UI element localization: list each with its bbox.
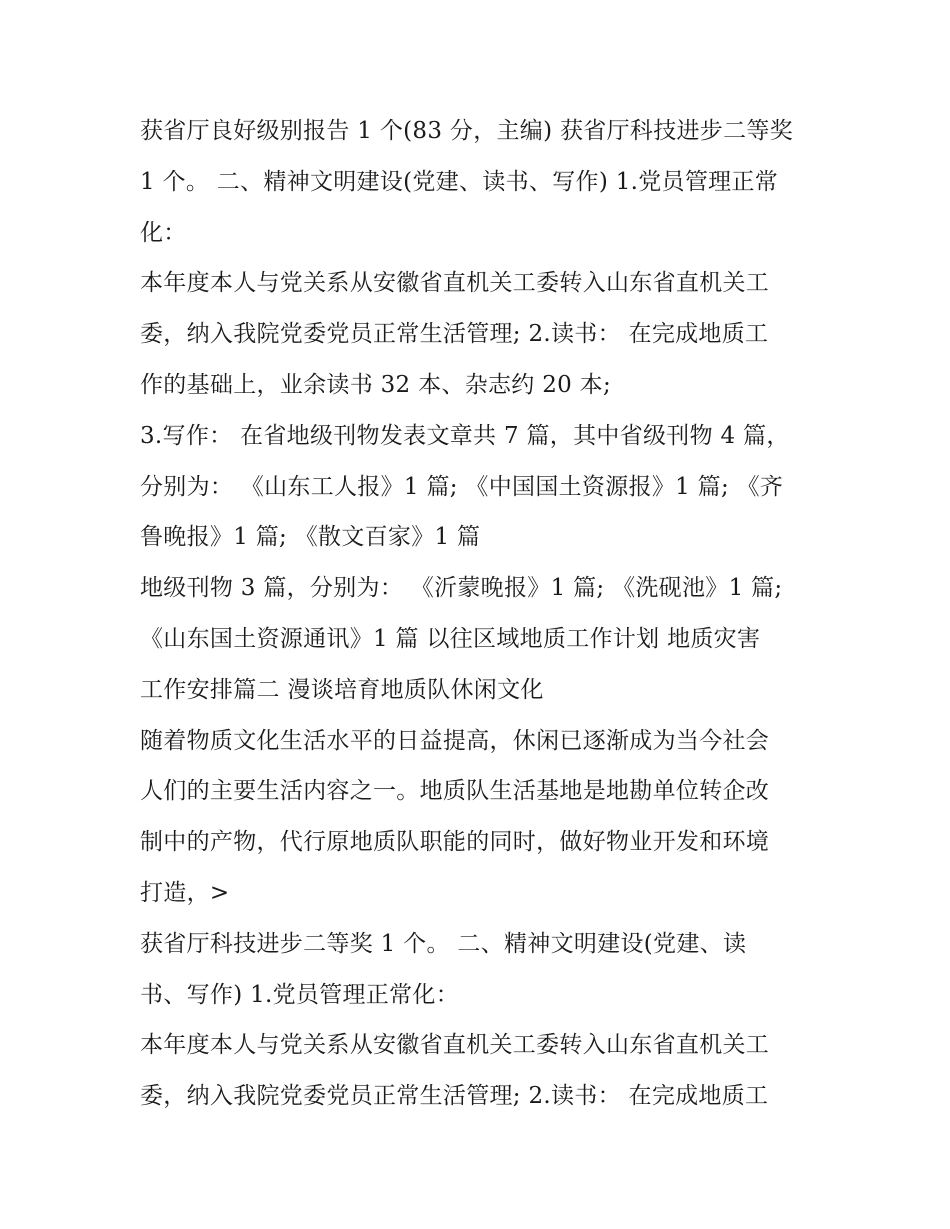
text-line: 《山东国土资源通讯》1 篇 以往区域地质工作计划 地质灾害 xyxy=(140,625,761,652)
text-line: 工作安排篇二 漫谈培育地质队休闲文化 xyxy=(140,676,544,703)
text-line: 打造，> xyxy=(140,879,230,906)
text-line: 鲁晚报》1 篇; 《散文百家》1 篇 xyxy=(140,524,481,551)
text-line: 制中的产物，代行原地质队职能的同时，做好物业开发和环境 xyxy=(140,829,770,856)
text-line: 获省厅良好级别报告 1 个(83 分，主编) 获省厅科技进步二等奖 xyxy=(140,118,793,144)
text-line: 本年度本人与党关系从安徽省直机关工委转入山东省直机关工 xyxy=(140,1032,770,1059)
text-line: 地级刊物 3 篇，分别为： 《沂蒙晚报》1 篇; 《洗砚池》1 篇; xyxy=(140,575,783,602)
text-line: 随着物质文化生活水平的日益提高，休闲已逐渐成为当今社会 xyxy=(140,727,770,754)
text-line: 人们的主要生活内容之一。地质队生活基地是地勘单位转企改 xyxy=(140,778,770,805)
text-line: 1 个。 二、精神文明建设(党建、读书、写作) 1.党员管理正常 xyxy=(140,168,779,195)
text-line: 本年度本人与党关系从安徽省直机关工委转入山东省直机关工 xyxy=(140,270,770,297)
document-body xyxy=(140,106,830,1122)
text-line: 书、写作) 1.党员管理正常化： xyxy=(140,981,460,1008)
text-line: 分别为： 《山东工人报》1 篇; 《中国国土资源报》1 篇; 《齐 xyxy=(140,473,784,500)
text-line: 委，纳入我院党委党员正常生活管理; 2.读书： 在完成地质工 xyxy=(140,1083,769,1110)
text-line: 委，纳入我院党委党员正常生活管理; 2.读书： 在完成地质工 xyxy=(140,321,769,348)
text-line: 化： xyxy=(140,219,187,246)
text-line: 3.写作： 在省地级刊物发表文章共 7 篇，其中省级刊物 4 篇， xyxy=(140,422,790,449)
text-line: 作的基础上，业余读书 32 本、杂志约 20 本; xyxy=(140,371,612,398)
text-line: 获省厅科技进步二等奖 1 个。 二、精神文明建设(党建、读 xyxy=(140,930,747,957)
